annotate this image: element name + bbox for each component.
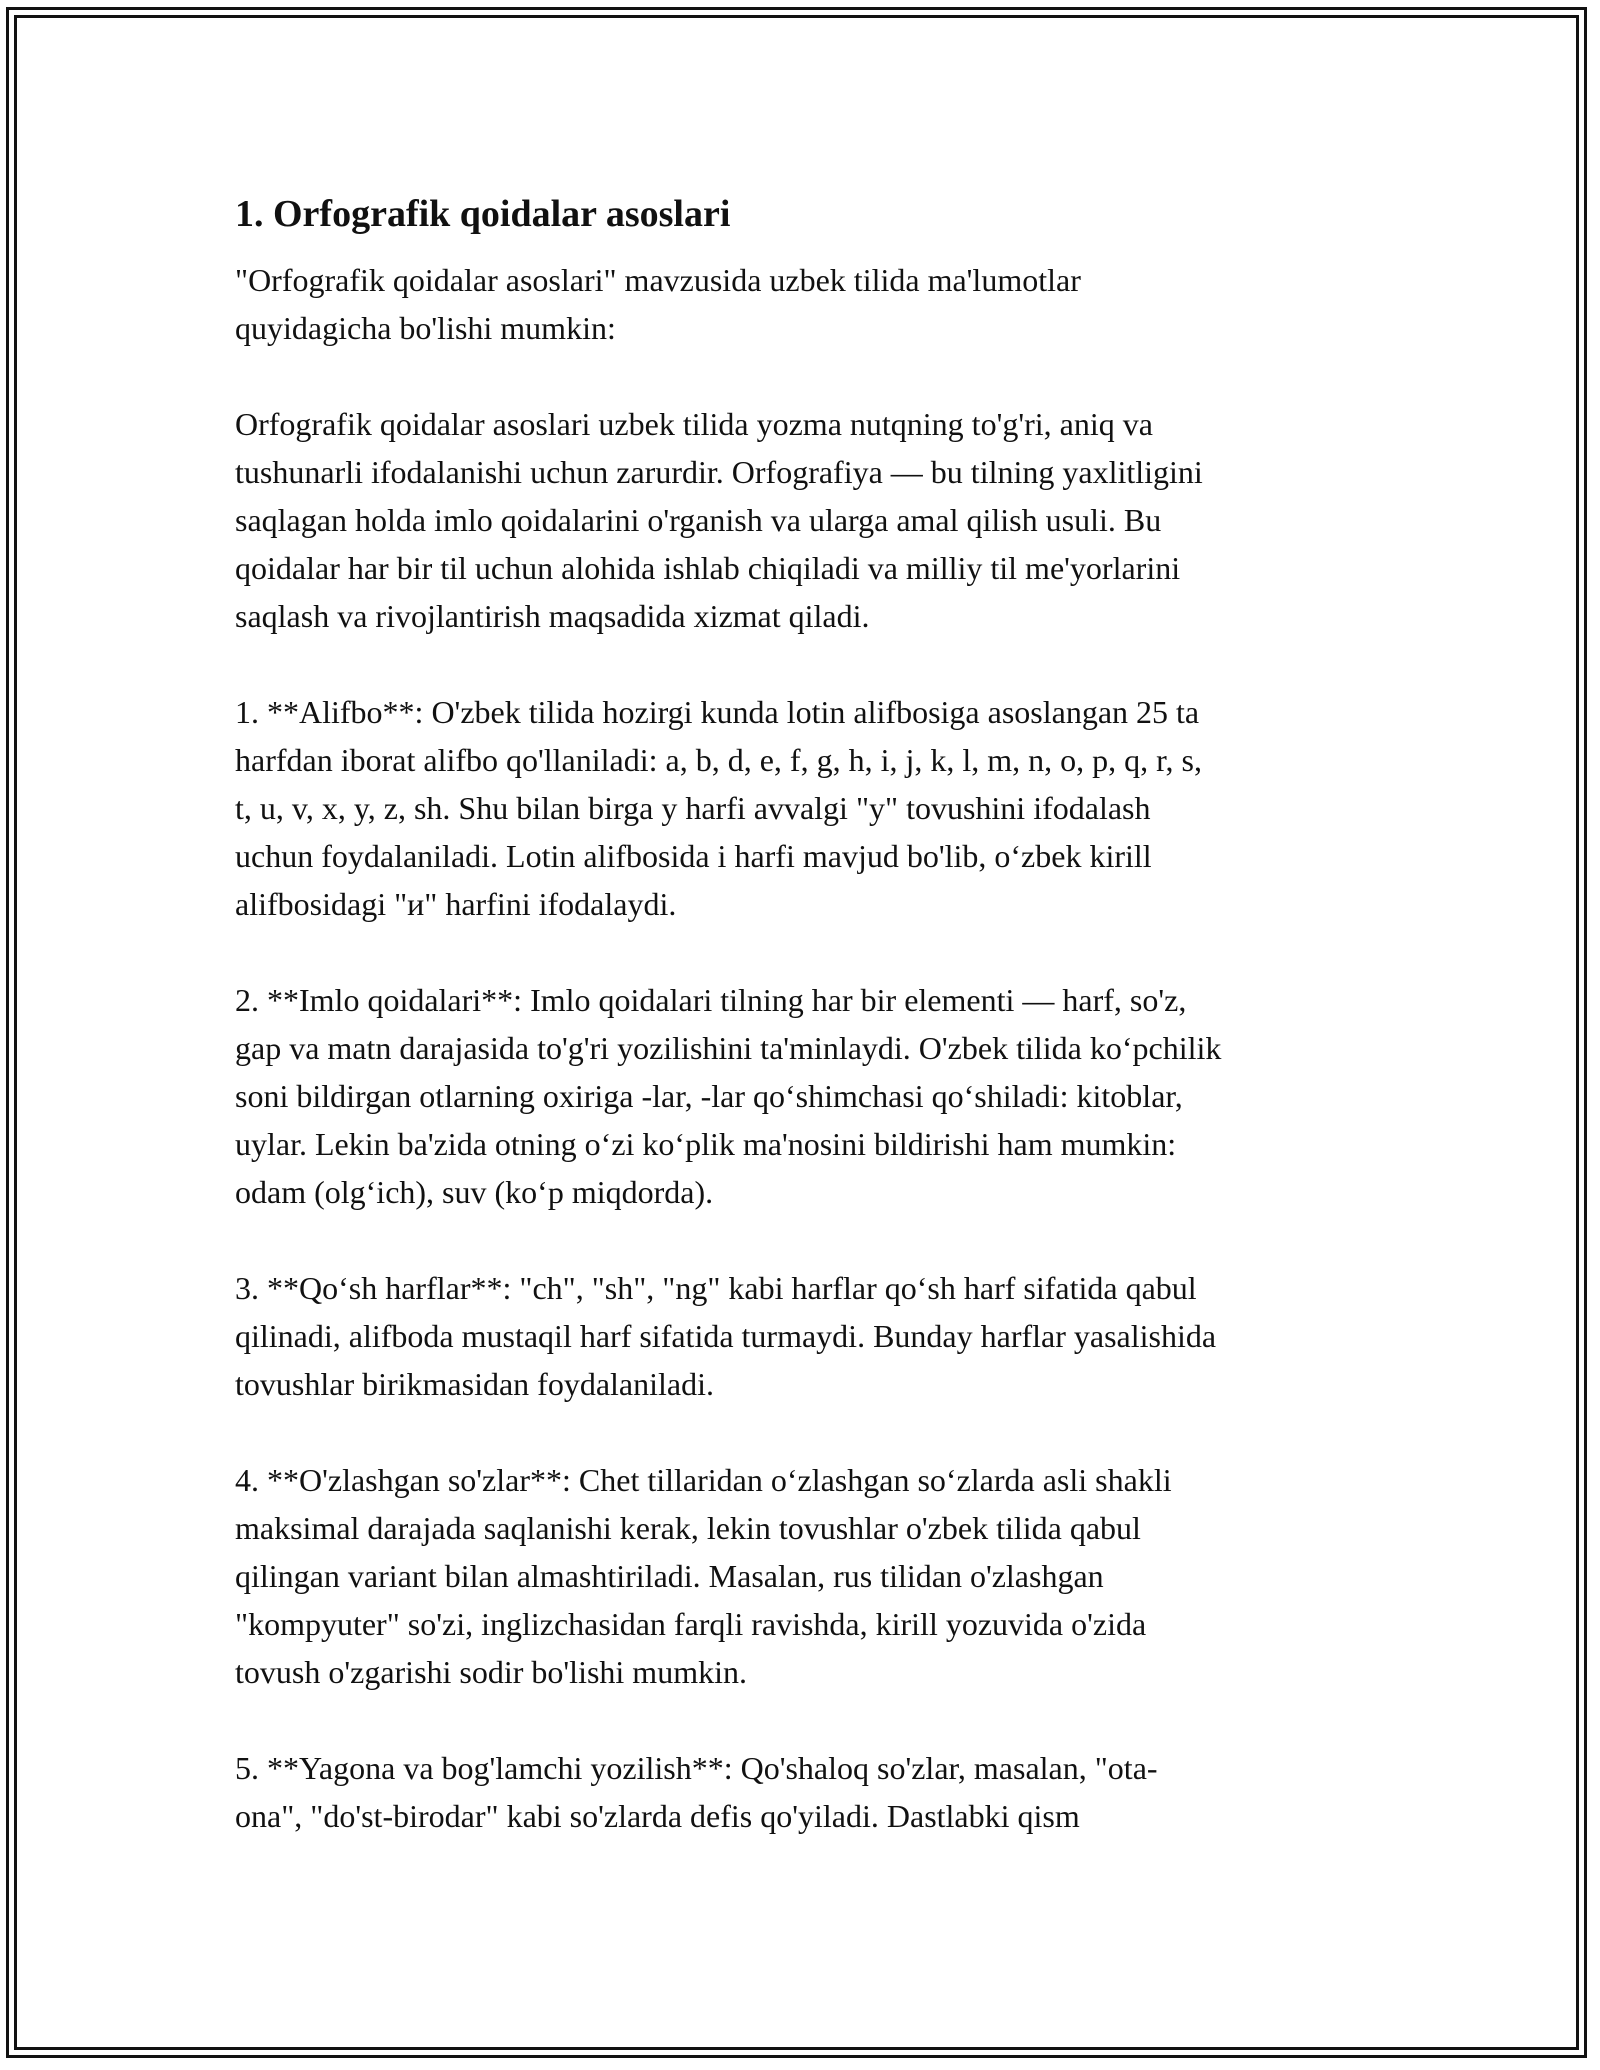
list-item-alifbo: 1. **Alifbo**: O'zbek tilida hozirgi kunda lotin alifbosiga asoslangan 25 ta harfdan iborat alifbo qo'llaniladi: a, b, d, e, f, g, h, i, j, k, l, m, n, o, p, q, r, s, t, u, v, x, y, z, sh. Shu bilan birga y harfi avvalgi "у" tovushini ifodalash uchun foydalaniladi. Lotin alifbosida i harfi mavjud bo'lib, oʻzbek kirill alifbosidagi "и" harfini ifodalaydi. <box>235 694 1202 922</box>
document-body <box>235 188 1375 1840</box>
list-item-imlo-qoidalari: 2. **Imlo qoidalari**: Imlo qoidalari tilning har bir elementi — harf, so'z, gap va matn darajasida to'g'ri yozilishini ta'minlaydi. O'zbek tilida koʻpchilik soni bildirgan otlarning oxiriga -lar, -lar qoʻshimchasi qoʻshiladi: kitoblar, uylar. Lekin ba'zida otning oʻzi koʻplik ma'nosini bildirishi ham mumkin: odam (olgʻich), suv (koʻp miqdorda). <box>235 982 1222 1210</box>
list-item-qosh-harflar: 3. **Qoʻsh harflar**: "ch", "sh", "ng" kabi harflar qoʻsh harf sifatida qabul qilinadi, alifboda mustaqil harf sifatida turmaydi. Bunday harflar yasalishida tovushlar birikmasidan foydalaniladi. <box>235 1270 1217 1402</box>
intro-paragraph: "Orfografik qoidalar asoslari" mavzusida uzbek tilida ma'lumotlar quyidagicha bo'lishi mumkin: <box>235 262 1081 346</box>
overview-paragraph: Orfografik qoidalar asoslari uzbek tilida yozma nutqning to'g'ri, aniq va tushunarli ifodalanishi uchun zarurdir. Orfografiya — bu tilning yaxlitligini saqlagan holda imlo qoidalarini o'rganish va ularga amal qilish usuli. Bu qoidalar har bir til uchun alohida ishlab chiqiladi va milliy til me'yorlarini saqlash va rivojlantirish maqsadida xizmat qiladi. <box>235 406 1203 634</box>
document-title: 1. Orfografik qoidalar asoslari <box>235 193 731 235</box>
list-item-ozlashgan-sozlar: 4. **O'zlashgan so'zlar**: Chet tillaridan oʻzlashgan soʻzlarda asli shakli maksimal darajada saqlanishi kerak, lekin tovushlar o'zbek tilida qabul qilingan variant bilan almashtiriladi. Masalan, rus tilidan o'zlashgan "kompyuter" so'zi, inglizchasidan farqli ravishda, kirill yozuvida o'zida tovush o'zgarishi sodir bo'lishi mumkin. <box>235 1462 1172 1690</box>
list-item-yagona-yozilish: 5. **Yagona va bog'lamchi yozilish**: Qo'shaloq so'zlar, masalan, "ota- ona", "do'st-birodar" kabi so'zlarda defis qo'yiladi. Dastlabki qism <box>235 1750 1158 1834</box>
